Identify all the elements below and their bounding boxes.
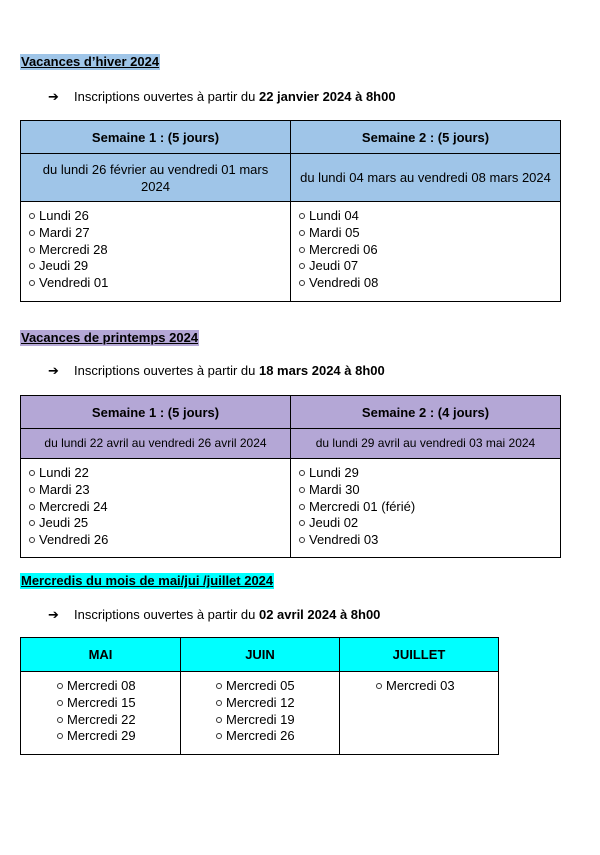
spring-week1-header: Semaine 1 : (5 jours) — [21, 396, 291, 429]
spring-week1-days — [21, 459, 291, 558]
right-arrow-icon: ➔ — [48, 608, 59, 623]
list-item: Jeudi 02 — [299, 515, 552, 532]
bullet-icon — [216, 733, 222, 739]
bullet-icon — [29, 280, 35, 286]
bullet-icon — [29, 247, 35, 253]
spring-inscription-line — [48, 363, 385, 380]
list-item: Mercredi 19 — [216, 712, 331, 729]
list-item: Jeudi 25 — [29, 515, 282, 532]
list-item: Vendredi 26 — [29, 532, 282, 549]
list-item: Vendredi 08 — [299, 275, 552, 292]
bullet-icon — [299, 487, 305, 493]
list-item: Mercredi 22 — [57, 712, 172, 729]
winter-inscription-prefix: Inscriptions ouvertes à partir du — [74, 89, 259, 104]
bullet-icon — [299, 213, 305, 219]
bullet-icon — [57, 683, 63, 689]
bullet-icon — [299, 504, 305, 510]
spring-schedule-table — [20, 395, 561, 558]
list-item: Lundi 26 — [29, 208, 282, 225]
list-item: Vendredi 03 — [299, 532, 552, 549]
bullet-icon — [299, 263, 305, 269]
winter-week1-header: Semaine 1 : (5 jours) — [21, 121, 291, 154]
list-item: Vendredi 01 — [29, 275, 282, 292]
bullet-icon — [29, 537, 35, 543]
winter-section-title: Vacances d’hiver 2024 — [21, 54, 160, 69]
bullet-icon — [29, 263, 35, 269]
wednesdays-schedule-table — [20, 637, 499, 755]
list-item: Mercredi 03 — [376, 678, 490, 695]
bullet-icon — [299, 520, 305, 526]
list-item: Mercredi 08 — [57, 678, 172, 695]
list-item: Mardi 30 — [299, 482, 552, 499]
list-item: Mardi 05 — [299, 225, 552, 242]
winter-week2-days — [291, 202, 561, 302]
july-days — [340, 672, 499, 755]
bullet-icon — [299, 280, 305, 286]
list-item: Mercredi 24 — [29, 499, 282, 516]
list-item: Mercredi 15 — [57, 695, 172, 712]
spring-week2-range: du lundi 29 avril au vendredi 03 mai 2024 — [291, 429, 561, 459]
bullet-icon — [299, 230, 305, 236]
bullet-icon — [29, 230, 35, 236]
right-arrow-icon: ➔ — [48, 364, 59, 379]
list-item: Mercredi 29 — [57, 728, 172, 745]
winter-inscription-line — [48, 89, 396, 106]
wednesdays-inscription-line — [48, 607, 380, 624]
list-item: Lundi 22 — [29, 465, 282, 482]
list-item: Mardi 23 — [29, 482, 282, 499]
wednesdays-section-title: Mercredis du mois de mai/jui /juillet 2024 — [21, 573, 274, 588]
bullet-icon — [216, 700, 222, 706]
list-item: Jeudi 07 — [299, 258, 552, 275]
list-item: Mercredi 12 — [216, 695, 331, 712]
spring-inscription-date: 18 mars 2024 à 8h00 — [258, 363, 385, 378]
list-item: Mercredi 01 (férié) — [299, 499, 552, 516]
bullet-icon — [299, 537, 305, 543]
may-days — [21, 672, 181, 755]
bullet-icon — [216, 717, 222, 723]
list-item: Mercredi 28 — [29, 242, 282, 259]
list-item: Mercredi 05 — [216, 678, 331, 695]
bullet-icon — [299, 470, 305, 476]
list-item: Mardi 27 — [29, 225, 282, 242]
spring-section-title: Vacances de printemps 2024 — [21, 330, 199, 345]
bullet-icon — [29, 487, 35, 493]
winter-inscription-date: 22 janvier 2024 à 8h00 — [258, 89, 396, 104]
bullet-icon — [376, 683, 382, 689]
winter-week2-header: Semaine 2 : (5 jours) — [291, 121, 561, 154]
right-arrow-icon: ➔ — [48, 90, 59, 105]
winter-week1-days — [21, 202, 291, 302]
spring-week2-days — [291, 459, 561, 558]
bullet-icon — [29, 470, 35, 476]
bullet-icon — [57, 717, 63, 723]
list-item: Mercredi 06 — [299, 242, 552, 259]
list-item: Jeudi 29 — [29, 258, 282, 275]
spring-week1-range: du lundi 22 avril au vendredi 26 avril 2024 — [21, 429, 291, 459]
bullet-icon — [57, 733, 63, 739]
winter-week2-range: du lundi 04 mars au vendredi 08 mars 2024 — [291, 154, 561, 202]
june-header: JUIN — [181, 638, 340, 672]
july-header: JUILLET — [340, 638, 499, 672]
wednesdays-inscription-date: 02 avril 2024 à 8h00 — [258, 607, 381, 622]
june-days — [181, 672, 340, 755]
winter-schedule-table — [20, 120, 561, 302]
bullet-icon — [57, 700, 63, 706]
spring-week2-header: Semaine 2 : (4 jours) — [291, 396, 561, 429]
list-item: Lundi 04 — [299, 208, 552, 225]
bullet-icon — [29, 213, 35, 219]
bullet-icon — [299, 247, 305, 253]
list-item: Lundi 29 — [299, 465, 552, 482]
bullet-icon — [29, 520, 35, 526]
list-item: Mercredi 26 — [216, 728, 331, 745]
spring-inscription-prefix: Inscriptions ouvertes à partir du — [74, 363, 259, 378]
wednesdays-inscription-prefix: Inscriptions ouvertes à partir du — [74, 607, 259, 622]
bullet-icon — [29, 504, 35, 510]
winter-week1-range: du lundi 26 février au vendredi 01 mars 2024 — [21, 154, 291, 202]
bullet-icon — [216, 683, 222, 689]
may-header: MAI — [21, 638, 181, 672]
